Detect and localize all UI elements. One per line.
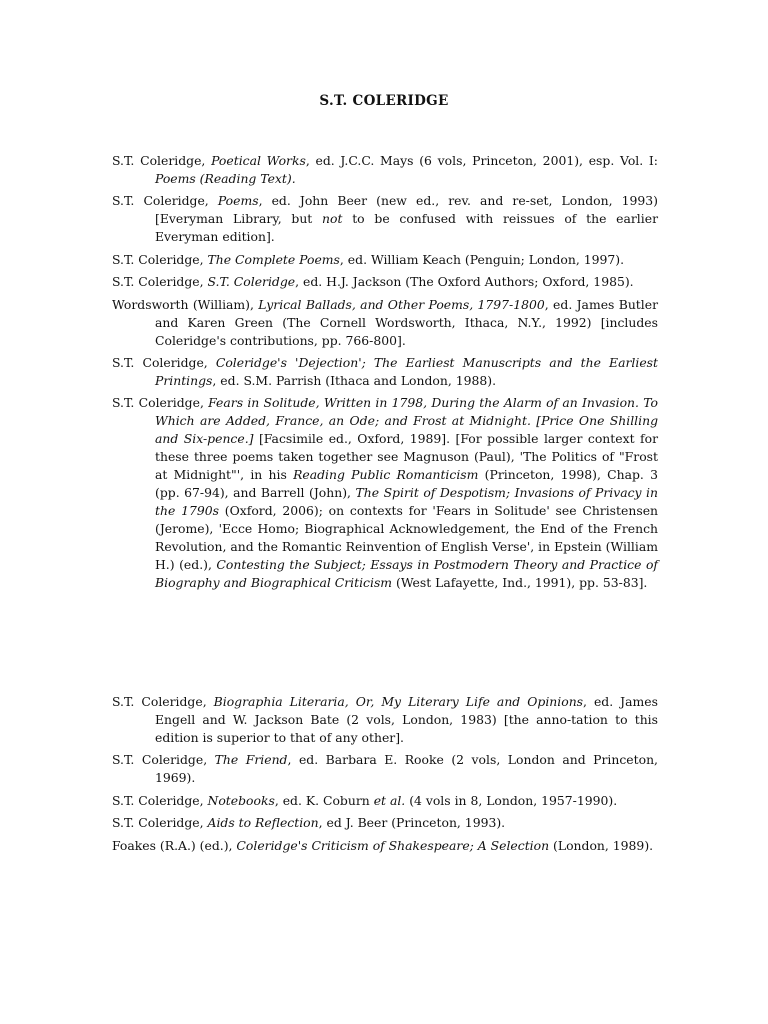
bibliography-entry	[112, 814, 658, 832]
entry-text: S.T. Coleridge,	[112, 274, 208, 290]
bibliography-entry	[112, 273, 658, 291]
entry-title: Notebooks	[207, 792, 275, 808]
entry-text: Foakes (R.A.) (ed.),	[112, 837, 237, 853]
entry-title: S.T. Coleridge	[207, 274, 296, 290]
bibliography-entry	[112, 837, 658, 855]
entry-title: Coleridge's Criticism of Shakespeare; A Selection	[236, 837, 550, 853]
entry-title: Lyrical Ballads, and Other Poems, 1797-1800	[258, 296, 545, 312]
entry-text: (London, 1989).	[549, 837, 654, 853]
entry-text: S.T. Coleridge,	[112, 815, 208, 831]
bibliography-section-prose	[112, 693, 658, 859]
bibliography-entry	[112, 751, 658, 787]
entry-text: (West Lafayette, Ind., 1991), pp. 53-83].	[392, 575, 648, 591]
entry-title: The Spirit of Despotism; Invasions of Privacy in the 1790s	[155, 485, 658, 519]
bibliography-entry	[112, 152, 658, 188]
bibliography-entry	[112, 296, 658, 350]
entry-title: Fears in Solitude, Written in 1798, During the Alarm of an Invasion. To Which are Added, France, an Ode; and Frost at Midnight. [Price One Shilling and Six-pence.]	[155, 395, 658, 447]
entry-text: (Princeton, 1998), Chap. 3 (pp. 67-94), and Barrell (John),	[155, 467, 658, 501]
bibliography-entry	[112, 792, 658, 810]
entry-text: (Oxford, 2006); on contexts for 'Fears in Solitude' see Christensen (Jerome), 'Ecce Homo; Biographical Acknowledgement, the End of the French Revolution, and the Romantic Reinvention of English Verse', in Epstein (William H.) (ed.),	[155, 503, 659, 573]
entry-text: S.T. Coleridge,	[112, 193, 218, 209]
entry-text: [Facsimile ed., Oxford, 1989]. [For possible larger context for these three poems taken together see Magnuson (Paul), 'The Politics of "Frost at Midnight"', in his	[155, 431, 658, 483]
entry-title: Biographia Literaria, Or, My Literary Life and Opinions	[213, 694, 584, 709]
entry-text: , ed. H.J. Jackson (The Oxford Authors; Oxford, 1985).	[295, 274, 634, 290]
entry-text: , ed. S.M. Parrish (Ithaca and London, 1988).	[212, 372, 497, 388]
entry-title: Aids to Reflection	[207, 815, 319, 831]
entry-text: S.T. Coleridge,	[112, 752, 215, 768]
entry-title: Contesting the Subject; Essays in Postmodern Theory and Practice of Biography and Biographical Criticism	[155, 557, 659, 591]
page-title: S.T. COLERIDGE	[319, 93, 449, 109]
entry-text: , ed. K. Coburn	[274, 792, 374, 808]
entry-text: S.T. Coleridge,	[112, 792, 208, 808]
entry-title: The Friend	[214, 752, 288, 768]
bibliography-entry	[112, 192, 658, 246]
entry-emphasis: et al.	[373, 792, 406, 808]
bibliography-entry	[112, 251, 658, 269]
entry-text: , ed. J.C.C. Mays (6 vols, Princeton, 2001), esp. Vol. I:	[305, 153, 658, 168]
entry-title: Coleridge's 'Dejection'; The Earliest Manuscripts and the Earliest Printings	[155, 354, 658, 388]
entry-text: S.T. Coleridge,	[112, 354, 216, 370]
bibliography-entry	[112, 693, 658, 747]
entry-text: , ed. John Beer (new ed., rev. and re-set, London, 1993) [Everyman Library, but	[155, 193, 658, 227]
bibliography-entry	[112, 394, 658, 592]
entry-title: Poems	[217, 193, 259, 209]
entry-text: to be confused with reissues of the earlier Everyman edition].	[155, 211, 658, 245]
entry-title: Poems (Reading Text).	[155, 171, 296, 186]
bibliography-section-primary	[112, 152, 658, 597]
entry-title: Reading Public Romanticism	[293, 467, 479, 483]
entry-text: , ed. William Keach (Penguin; London, 1997).	[339, 251, 625, 267]
entry-title: Poetical Works	[211, 153, 306, 168]
entry-title: The Complete Poems	[207, 251, 340, 267]
bibliography-entry	[112, 354, 658, 390]
entry-text: , ed. James Engell and W. Jackson Bate (2 vols, London, 1983) [the anno-tation to this edition is superior to that of any other].	[155, 694, 658, 745]
entry-text: S.T. Coleridge,	[112, 395, 209, 411]
entry-text: S.T. Coleridge,	[112, 251, 208, 267]
entry-text: (4 vols in 8, London, 1957-1990).	[405, 792, 618, 808]
entry-text: S.T. Coleridge,	[112, 153, 212, 168]
entry-text: , ed. Barbara E. Rooke (2 vols, London and Princeton, 1969).	[155, 752, 658, 786]
entry-text: Wordsworth (William),	[112, 296, 259, 312]
entry-text: S.T. Coleridge,	[112, 694, 214, 709]
entry-text: , ed J. Beer (Princeton, 1993).	[318, 815, 506, 831]
entry-text: , ed. James Butler and Karen Green (The Cornell Wordsworth, Ithaca, N.Y., 1992) [includes Coleridge's contributions, pp. 766-800].	[155, 296, 658, 348]
entry-emphasis: not	[322, 211, 343, 227]
